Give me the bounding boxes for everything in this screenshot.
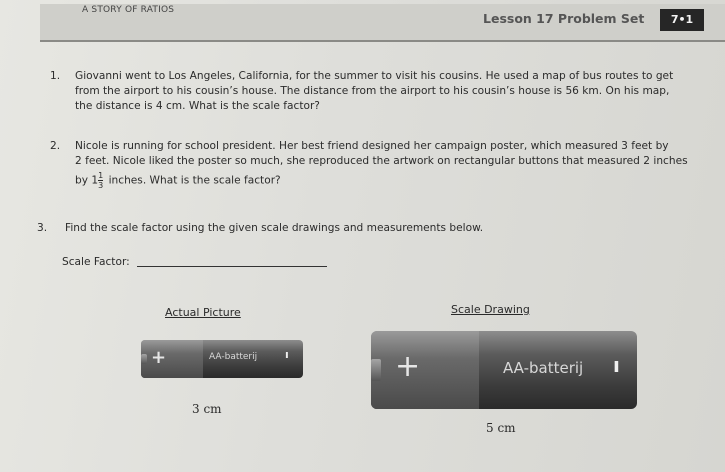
plus-sign-icon: + xyxy=(151,347,167,368)
problem-number: 2. xyxy=(50,140,61,152)
problem-line: Giovanni went to Los Angeles, California, for the summer to visit his cousins. He used a map of bus routes to get xyxy=(75,70,674,82)
text-by: by xyxy=(75,174,88,187)
scale-factor-label: Scale Factor: xyxy=(62,256,130,268)
battery-cap-band xyxy=(371,331,479,409)
problem-line: Nicole is running for school president. Her best friend designed her campaign poster, which measured 3 feet by xyxy=(75,140,669,152)
header-divider xyxy=(40,40,725,42)
scaled-measurement: 5 cm xyxy=(486,421,516,435)
problem-number: 3. xyxy=(37,222,48,234)
mixed-whole: 1 xyxy=(91,174,99,187)
scale-drawing-title: Scale Drawing xyxy=(451,303,530,316)
actual-measurement: 3 cm xyxy=(192,402,222,416)
problem-number: 1. xyxy=(50,70,61,82)
fraction xyxy=(98,171,103,190)
scale-factor-answer-line[interactable] xyxy=(137,266,327,267)
problem-3 xyxy=(37,221,484,236)
minus-mark-icon: ı xyxy=(285,348,289,361)
battery-label: AA-batterij xyxy=(503,359,584,377)
actual-battery xyxy=(141,340,303,378)
problem-line: 2 feet. Nicole liked the poster so much, she reproduced the artwork on rectangular buttons that measured 2 inches xyxy=(75,155,688,167)
scaled-battery xyxy=(371,331,637,409)
problem-line: Find the scale factor using the given scale drawings and measurements below. xyxy=(65,222,484,234)
problem-line: the distance is 4 cm. What is the scale factor? xyxy=(75,100,320,112)
battery-terminal xyxy=(141,354,147,364)
lesson-title: Lesson 17 Problem Set xyxy=(483,11,645,26)
minus-mark-icon: ı xyxy=(613,353,620,377)
battery-terminal xyxy=(371,359,381,381)
problem-2 xyxy=(50,139,688,190)
problem-line-fraction xyxy=(75,171,688,190)
fraction-denominator: 3 xyxy=(98,181,104,190)
module-badge: 7•1 xyxy=(660,9,704,31)
text-after-fraction: inches. What is the scale factor? xyxy=(108,174,281,187)
problem-1 xyxy=(50,69,674,114)
battery-label: AA-batterij xyxy=(209,352,258,362)
problem-line: from the airport to his cousin’s house. The distance from the airport to his cousin’s house is 56 km. On his map, xyxy=(75,85,670,97)
fraction-numerator: 1 xyxy=(98,171,104,180)
series-title: A STORY OF RATIOS xyxy=(82,5,175,15)
plus-sign-icon: + xyxy=(395,349,421,384)
actual-picture-title: Actual Picture xyxy=(165,306,241,319)
